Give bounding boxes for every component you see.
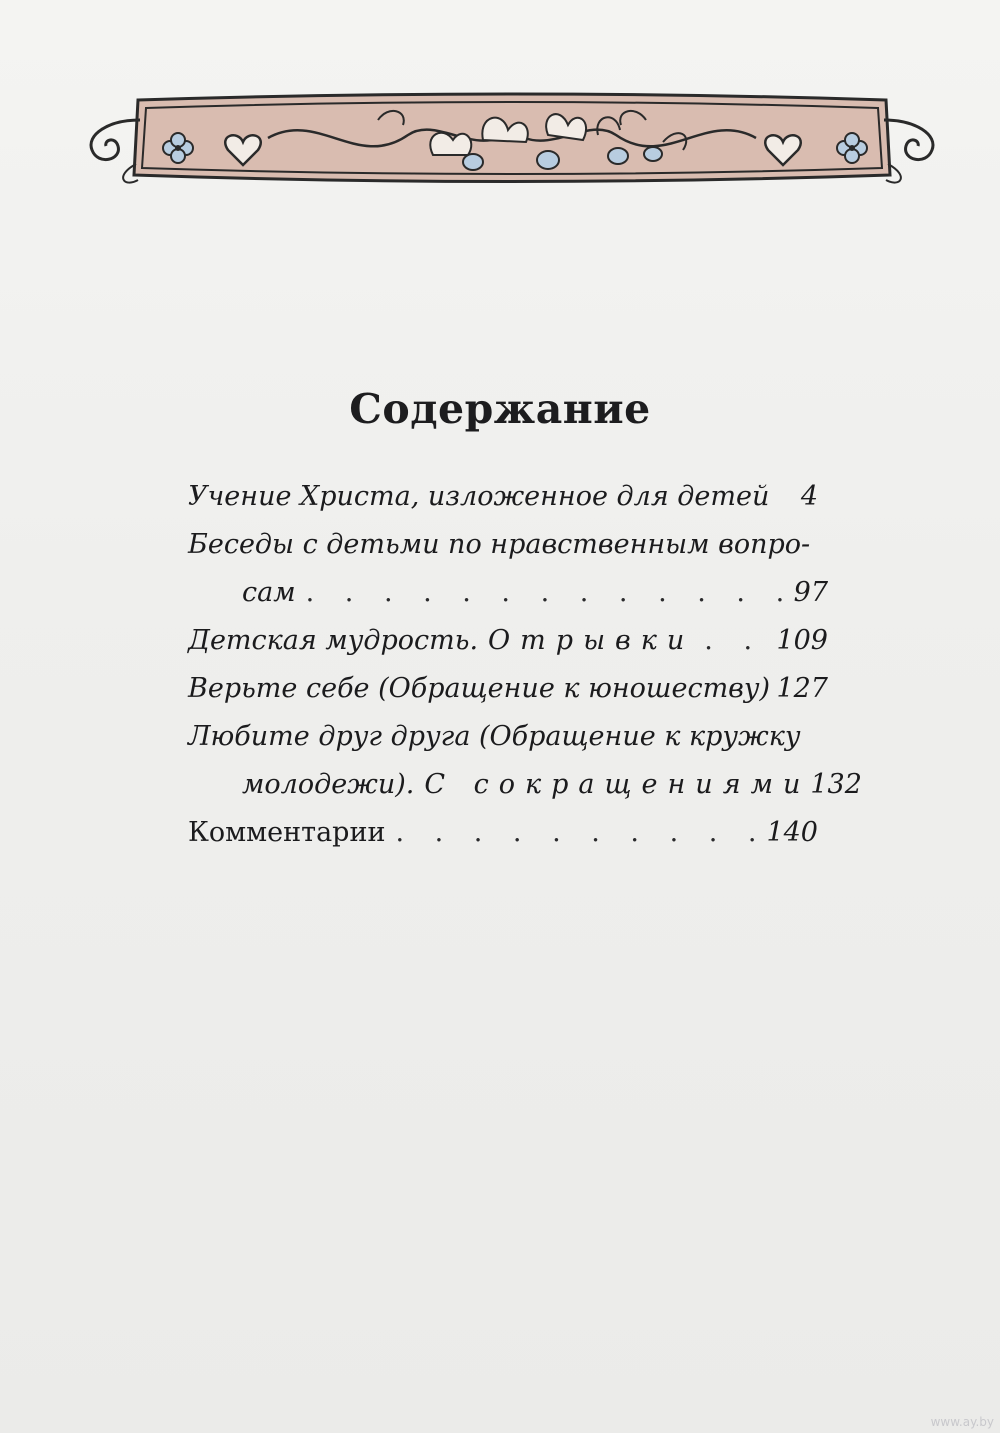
leader-dots bbox=[395, 809, 758, 857]
table-of-contents bbox=[188, 473, 862, 857]
toc-entry-title: Любите друг друга (Обращение к кружку bbox=[188, 721, 801, 752]
toc-page-number: 127 bbox=[776, 673, 828, 704]
toc-entry bbox=[188, 809, 828, 857]
toc-entry-title: Беседы с детьми по нравственным вопро- bbox=[188, 529, 811, 560]
toc-page-number: 109 bbox=[776, 625, 828, 656]
toc-entry-subtitle: С сокращениями bbox=[424, 769, 811, 800]
toc-entry bbox=[188, 473, 828, 521]
toc-page-number: 140 bbox=[766, 817, 818, 848]
toc-entry-subtitle: Отрывки bbox=[488, 625, 695, 656]
toc-page-number: 97 bbox=[793, 577, 828, 608]
leader-dots bbox=[704, 617, 768, 665]
toc-entry bbox=[188, 521, 828, 569]
toc-entry bbox=[188, 713, 828, 761]
toc-entry-title: Детская мудрость. bbox=[188, 625, 479, 656]
watermark: www.ay.by bbox=[930, 1415, 994, 1429]
toc-entry-title: сам bbox=[242, 577, 296, 608]
leader-dots bbox=[306, 569, 786, 617]
page-title: Содержание bbox=[349, 385, 651, 433]
toc-entry-continuation bbox=[188, 761, 862, 809]
toc-entry bbox=[188, 665, 828, 713]
toc-entry bbox=[188, 617, 828, 665]
toc-entry-title: молодежи). bbox=[242, 769, 415, 800]
toc-page-number: 132 bbox=[810, 769, 862, 800]
toc-page-number: 4 bbox=[800, 481, 818, 512]
toc-entry-title: Учение Христа, изложенное для детей bbox=[188, 481, 770, 512]
toc-entry-continuation bbox=[188, 569, 828, 617]
toc-entry-title: Комментарии bbox=[188, 817, 386, 848]
floral-ornament-header bbox=[78, 80, 946, 195]
toc-entry-title: Верьте себе (Обращение к юношеству) bbox=[188, 673, 771, 704]
